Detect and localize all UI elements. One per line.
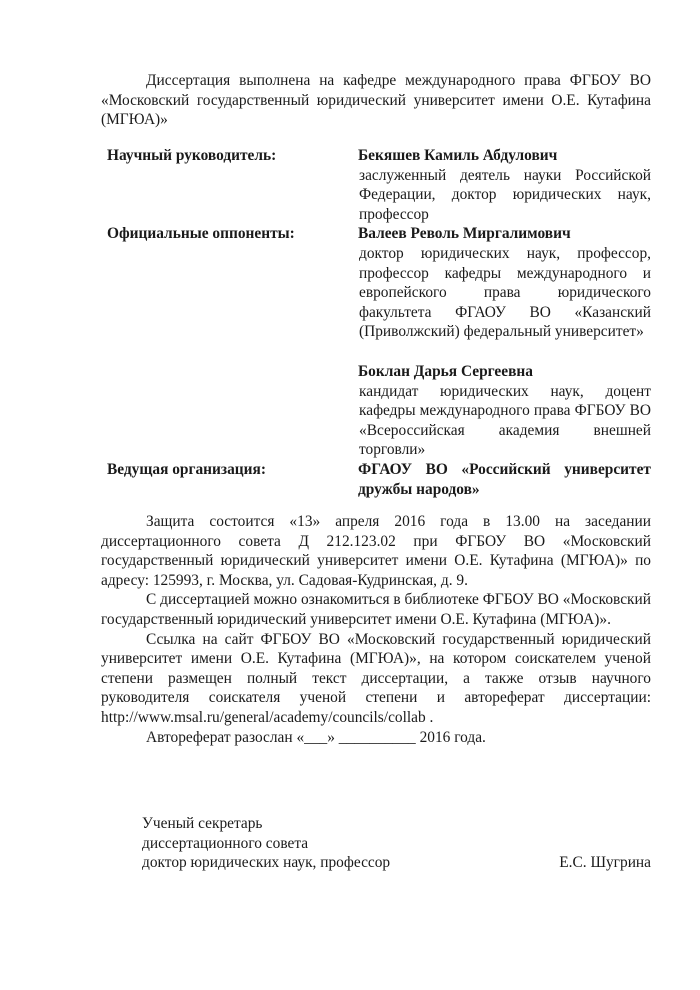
opponent-desc: доктор юридических наук, профессор, профессор кафедры международного и европейского права юридического факультета ФГАОУ ВО «Казанский (Приволжский) федеральный университет»: [359, 244, 651, 341]
supervisor-desc: заслуженный деятель науки Российской Федерации, доктор юридических наук, профессор: [359, 166, 651, 223]
signature-name: Е.С. Шугрина: [559, 854, 651, 872]
lead-org-body: [358, 460, 651, 499]
signature-title: Ученый секретарь: [142, 815, 263, 832]
opponents-body: [358, 224, 651, 460]
supervisor-name: Бекяшев Камиль Абдулович: [358, 147, 558, 164]
roles-block: [101, 146, 651, 499]
defense-paragraph: Защита состоится «13» апреля 2016 года в 13.00 на заседании диссертационного совета Д 212.123.02 при ФГБОУ ВО «Московский государственный юридический университет имени О.Е. Кутафина (МГЮА)» по адресу: 125993, г. Москва, ул. Садовая-Кудринская, д. 9.: [101, 513, 651, 589]
body-block: [101, 512, 651, 747]
supervisor-label: Научный руководитель:: [107, 147, 277, 164]
opponent-name: Боклан Дарья Сергеевна: [358, 362, 533, 380]
link-paragraph: Ссылка на сайт ФГБОУ ВО «Московский государственный юридический университет имени О.Е. Кутафина (МГЮА)», на котором соискателем ученой степени размещен полный текст диссертации, а также отзыв научного руководителя соискателя ученой степени и автореферат диссертации: http://www.msal.ru/general/academy/councils/collab .: [101, 630, 651, 726]
supervisor-body: [358, 146, 651, 224]
opponent-name: Валеев Револь Миргалимович: [358, 225, 571, 243]
sent-paragraph: Автореферат разослан «___» __________ 2016 года.: [146, 728, 486, 746]
signature-block: [142, 814, 651, 873]
signature-degree: доктор юридических наук, профессор Е.С. Шугрина: [142, 854, 651, 872]
lead-org-label: Ведущая организация:: [107, 460, 266, 478]
intro-block: [101, 71, 651, 130]
lead-org-name: ФГАОУ ВО «Российский университет дружбы народов»: [358, 460, 651, 498]
opponents-label: Официальные оппоненты:: [107, 225, 295, 243]
opponent-desc: кандидат юридических наук, доцент кафедры международного права ФГБОУ ВО «Всероссийская академия внешней торговли»: [359, 382, 651, 459]
library-paragraph: С диссертацией можно ознакомиться в библиотеке ФГБОУ ВО «Московский государственный юридический университет имени О.Е. Кутафина (МГЮА)».: [101, 591, 652, 628]
opponents-row: [101, 224, 651, 460]
supervisor-row: [101, 146, 651, 224]
lead-org-row: [101, 460, 651, 499]
signature-council: диссертационного совета: [142, 834, 309, 852]
opponent-gap: [358, 342, 651, 362]
intro-paragraph: Диссертация выполнена на кафедре международного права ФГБОУ ВО «Московский государственный юридический университет имени О.Е. Кутафина (МГЮА)»: [101, 72, 651, 129]
